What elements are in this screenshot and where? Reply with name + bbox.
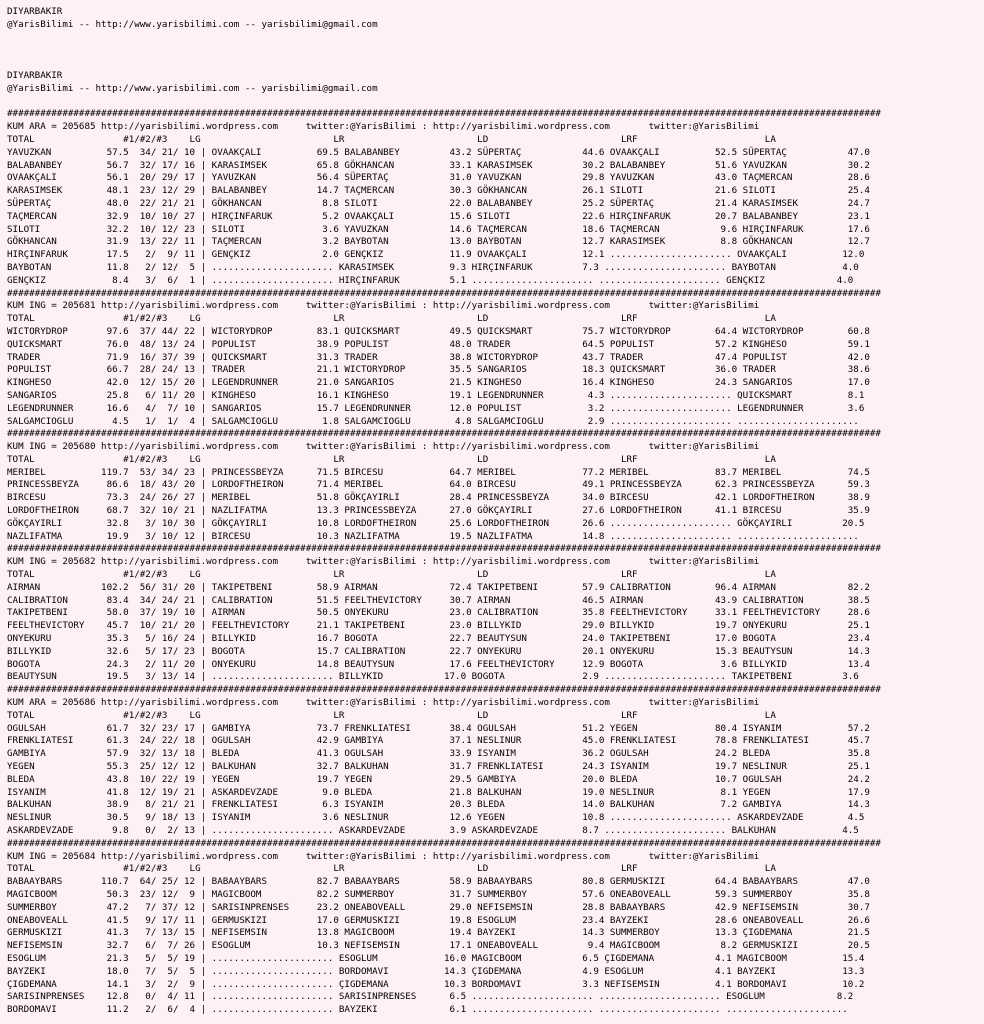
horse-stats-row: BAYZEKI 18.0 7/ 5/ 5 | ...................... BORDOMAVI 14.3 ÇIGDEMANA 4.9 ESOGLUM 4.1 BAYZEKI 13.3 xyxy=(7,965,865,977)
horse-stats-row: BILLYKID 32.6 5/ 17/ 23 | BOGOTA 15.7 CALIBRATION 22.7 ONYEKURU 20.1 ONYEKURU 15.3 BEAUTYSUN 14.3 xyxy=(7,645,870,657)
horse-stats-row: TRADER 71.9 16/ 37/ 39 | QUICKSMART 31.3 TRADER 38.8 WICTORYDROP 43.7 TRADER 47.4 POPULIST 42.0 xyxy=(7,351,870,363)
horse-stats-row: MAGICBOOM 50.3 23/ 12/ 9 | MAGICBOOM 82.2 SUMMERBOY 31.7 SUMMERBOY 57.6 ONEABOVEALL 59.3 SUMMERBOY 35.8 xyxy=(7,888,870,900)
column-header: TOTAL #1/#2/#3 LG LR LD LRF LA xyxy=(7,709,776,721)
column-header: TOTAL #1/#2/#3 LG LR LD LRF LA xyxy=(7,133,776,145)
column-header: TOTAL #1/#2/#3 LG LR LD LRF LA xyxy=(7,313,776,325)
horse-stats-row: SÜPERTAÇ 48.0 22/ 21/ 21 | GÖKHANCAN 8.8 SILOTI 22.0 BALABANBEY 25.2 SÜPERTAÇ 21.4 KARASIMSEK 24.7 xyxy=(7,197,870,209)
section-divider: ############################################################################################################################################################## xyxy=(7,287,881,299)
horse-stats-row: SILOTI 32.2 10/ 12/ 23 | SILOTI 3.6 YAVUZKAN 14.6 TAÇMERCAN 18.6 TAÇMERCAN 9.6 HIRÇINFARUK 17.6 xyxy=(7,223,870,235)
horse-stats-row: ASKARDEVZADE 9.8 0/ 2/ 13 | ...................... ASKARDEVZADE 3.9 ASKARDEVZADE 8.7 ...................... BALKUHAN 4.5 xyxy=(7,825,859,836)
section-divider: ############################################################################################################################################################## xyxy=(7,428,881,440)
horse-stats-row: FEELTHEVICTORY 45.7 10/ 21/ 20 | FEELTHEVICTORY 21.1 TAKIPETBENI 23.0 BILLYKID 29.0 BILLYKID 19.7 ONYEKURU 25.1 xyxy=(7,620,870,632)
horse-stats-row: PRINCESSBEYZA 86.6 18/ 43/ 20 | LORDOFTHEIRON 71.4 MERIBEL 64.0 BIRCESU 49.1 PRINCESSBEYZA 62.3 PRINCESSBEYZA 59.3 xyxy=(7,479,870,491)
horse-stats-row: ÇIGDEMANA 14.1 3/ 2/ 9 | ...................... ÇIGDEMANA 10.3 BORDOMAVI 3.3 NEFISEMSIN 4.1 BORDOMAVI 10.2 xyxy=(7,978,865,990)
horse-stats-row: KARASIMSEK 48.1 23/ 12/ 29 | BALABANBEY 14.7 TAÇMERCAN 30.3 GÖKHANCAN 26.1 SILOTI 21.6 SILOTI 25.4 xyxy=(7,185,870,197)
source-credit: @YarisBilimi -- http://www.yarisbilimi.com -- yarisbilimi@gmail.com xyxy=(7,18,378,30)
horse-stats-row: AIRMAN 102.2 56/ 31/ 20 | TAKIPETBENI 58.9 AIRMAN 72.4 TAKIPETBENI 57.9 CALIBRATION 96.4 AIRMAN 82.2 xyxy=(7,581,870,593)
horse-stats-row: BEAUTYSUN 19.5 3/ 13/ 14 | ...................... BILLYKID 17.0 BOGOTA 2.9 ...................... TAKIPETBENI 3.6 xyxy=(7,671,859,683)
race-header: KUM ARA = 205685 http://yarisbilimi.wordpress.com twitter:@YarisBilimi : http://yarisbilimi.wordpress.com twitter:@YarisBilimi xyxy=(7,121,760,133)
horse-stats-row: BLEDA 43.8 10/ 22/ 19 | YEGEN 19.7 YEGEN 29.5 GAMBIYA 20.0 BLEDA 10.7 OGULSAH 24.2 xyxy=(7,773,870,785)
horse-stats-row: GERMUSKIZI 41.3 7/ 13/ 15 | NEFISEMSIN 13.8 MAGICBOOM 19.4 BAYZEKI 14.3 SUMMERBOY 13.3 ÇIGDEMANA 21.5 xyxy=(7,927,870,939)
section-divider: ############################################################################################################################################################## xyxy=(7,543,881,555)
horse-stats-row: LORDOFTHEIRON 68.7 32/ 10/ 21 | NAZLIFATMA 13.3 PRINCESSBEYZA 27.0 GÖKÇAYIRLI 27.6 LORDOFTHEIRON 41.1 BIRCESU 35.9 xyxy=(7,505,870,517)
horse-stats-row: ONEABOVEALL 41.5 9/ 17/ 11 | GERMUSKIZI 17.0 GERMUSKIZI 19.8 ESOGLUM 23.4 BAYZEKI 28.6 ONEABOVEALL 26.6 xyxy=(7,914,870,926)
horse-stats-row: BOGOTA 24.3 2/ 11/ 20 | ONYEKURU 14.8 BEAUTYSUN 17.6 FEELTHEVICTORY 12.9 BOGOTA 3.6 BILLYKID 13.4 xyxy=(7,658,870,670)
blank-line xyxy=(7,44,984,57)
race-header: KUM ARA = 205686 http://yarisbilimi.wordpress.com twitter:@YarisBilimi : http://yarisbilimi.wordpress.com twitter:@YarisBilimi xyxy=(7,697,760,709)
horse-stats-row: SALGAMCIOGLU 4.5 1/ 1/ 4 | SALGAMCIOGLU 1.8 SALGAMCIOGLU 4.8 SALGAMCIOGLU 2.9 ...................... ...................... xyxy=(7,415,859,427)
horse-stats-row: GÖKHANCAN 31.9 13/ 22/ 11 | TAÇMERCAN 3.2 BAYBOTAN 13.0 BAYBOTAN 12.7 KARASIMSEK 8.8 GÖKHANCAN 12.7 xyxy=(7,236,870,248)
blank-line xyxy=(7,32,984,45)
horse-stats-row: OVAAKÇALI 56.1 20/ 29/ 17 | YAVUZKAN 56.4 SÜPERTAÇ 31.0 YAVUZKAN 29.8 YAVUZKAN 43.0 TAÇMERCAN 28.6 xyxy=(7,172,870,184)
horse-stats-row: QUICKSMART 76.0 48/ 13/ 24 | POPULIST 38.9 POPULIST 48.0 TRADER 64.5 POPULIST 57.2 KINGHESO 59.1 xyxy=(7,338,870,350)
horse-stats-row: CALIBRATION 83.4 34/ 24/ 21 | CALIBRATION 51.5 FEELTHEVICTORY 30.7 AIRMAN 46.5 AIRMAN 43.9 CALIBRATION 38.5 xyxy=(7,594,870,606)
horse-stats-row: GÖKÇAYIRLI 32.8 3/ 10/ 30 | GÖKÇAYIRLI 10.8 LORDOFTHEIRON 25.6 LORDOFTHEIRON 26.6 ...................... GÖKÇAYIRLI 20.5 xyxy=(7,517,865,529)
section-divider: ############################################################################################################################################################## xyxy=(7,108,881,120)
horse-stats-row: BALKUHAN 38.9 8/ 21/ 21 | FRENKLIATESI 6.3 ISYANIM 20.3 BLEDA 14.0 BALKUHAN 7.2 GAMBIYA 14.3 xyxy=(7,799,870,811)
horse-stats-row: TAÇMERCAN 32.9 10/ 10/ 27 | HIRÇINFARUK 5.2 OVAAKÇALI 15.6 SILOTI 22.6 HIRÇINFARUK 20.7 BALABANBEY 23.1 xyxy=(7,210,870,222)
race-header: KUM ING = 205682 http://yarisbilimi.wordpress.com twitter:@YarisBilimi : http://yarisbilimi.wordpress.com twitter:@YarisBilimi xyxy=(7,556,760,568)
horse-stats-row: WICTORYDROP 97.6 37/ 44/ 22 | WICTORYDROP 83.1 QUICKSMART 49.5 QUICKSMART 75.7 WICTORYDROP 64.4 WICTORYDROP 60.8 xyxy=(7,325,870,337)
horse-stats-row: ISYANIM 41.8 12/ 19/ 21 | ASKARDEVZADE 9.0 BLEDA 21.8 BALKUHAN 19.0 NESLINUR 8.1 YEGEN 17.9 xyxy=(7,786,870,798)
horse-stats-row: KINGHESO 42.0 12/ 15/ 20 | LEGENDRUNNER 21.0 SANGARIOS 21.5 KINGHESO 16.4 KINGHESO 24.3 SANGARIOS 17.0 xyxy=(7,377,870,389)
horse-stats-row: BORDOMAVI 11.2 2/ 6/ 4 | ...................... BAYZEKI 6.1 ...................... ...................... ...................... xyxy=(7,1004,848,1016)
horse-stats-row: GENÇKIZ 8.4 3/ 6/ 1 | ...................... HIRÇINFARUK 5.1 ...................... ...................... GENÇKIZ 4.0 xyxy=(7,274,854,286)
horse-stats-row: FRENKLIATESI 61.3 24/ 22/ 18 | OGULSAH 42.9 GAMBIYA 37.1 NESLINUR 45.0 FRENKLIATESI 78.8 FRENKLIATESI 45.7 xyxy=(7,735,870,747)
horse-stats-row: LEGENDRUNNER 16.6 4/ 7/ 10 | SANGARIOS 15.7 LEGENDRUNNER 12.0 POPULIST 3.2 ...................... LEGENDRUNNER 3.6 xyxy=(7,402,865,414)
column-header: TOTAL #1/#2/#3 LG LR LD LRF LA xyxy=(7,863,776,875)
horse-stats-row: NESLINUR 30.5 9/ 18/ 13 | ISYANIM 3.6 NESLINUR 12.6 YEGEN 10.8 ...................... ASKARDEVZADE 4.5 xyxy=(7,812,865,824)
horse-stats-row: ESOGLUM 21.3 5/ 5/ 19 | ...................... ESOGLUM 16.0 MAGICBOOM 6.5 ÇIGDEMANA 4.1 MAGICBOOM 15.4 xyxy=(7,952,865,964)
race-header: KUM ING = 205684 http://yarisbilimi.wordpress.com twitter:@YarisBilimi : http://yarisbilimi.wordpress.com twitter:@YarisBilimi xyxy=(7,850,760,862)
horse-stats-row: POPULIST 66.7 28/ 24/ 13 | TRADER 21.1 WICTORYDROP 35.5 SANGARIOS 18.3 QUICKSMART 36.0 TRADER 38.6 xyxy=(7,364,870,376)
column-header: TOTAL #1/#2/#3 LG LR LD LRF LA xyxy=(7,453,776,465)
horse-stats-row: YAVUZKAN 57.5 34/ 21/ 10 | OVAAKÇALI 69.5 BALABANBEY 43.2 SÜPERTAÇ 44.6 OVAAKÇALI 52.5 SÜPERTAÇ 47.0 xyxy=(7,146,870,158)
horse-stats-row: MERIBEL 119.7 53/ 34/ 23 | PRINCESSBEYZA 71.5 BIRCESU 64.7 MERIBEL 77.2 MERIBEL 83.7 MERIBEL 74.5 xyxy=(7,466,870,478)
horse-stats-row: BALABANBEY 56.7 32/ 17/ 16 | KARASIMSEK 65.8 GÖKHANCAN 33.1 KARASIMSEK 30.2 BALABANBEY 51.6 YAVUZKAN 30.2 xyxy=(7,159,870,171)
section-divider: ############################################################################################################################################################## xyxy=(7,684,881,696)
venue-title: DIYARBAKIR xyxy=(7,6,63,17)
horse-stats-row: BAYBOTAN 11.8 2/ 12/ 5 | ...................... KARASIMSEK 9.3 HIRÇINFARUK 7.3 ...................... BAYBOTAN 4.0 xyxy=(7,261,859,273)
blank-line xyxy=(7,57,984,70)
blank-line xyxy=(7,96,984,109)
horse-stats-row: OGULSAH 61.7 32/ 23/ 17 | GAMBIYA 73.7 FRENKLIATESI 38.4 OGULSAH 51.2 YEGEN 80.4 ISYANIM 57.2 xyxy=(7,722,870,734)
column-header: TOTAL #1/#2/#3 LG LR LD LRF LA xyxy=(7,569,776,581)
horse-stats-row: SUMMERBOY 47.2 7/ 37/ 12 | SARISINPRENSES 23.2 ONEABOVEALL 29.0 NEFISEMSIN 28.8 BABAAYBARS 42.9 NEFISEMSIN 30.7 xyxy=(7,901,870,913)
horse-stats-row: HIRÇINFARUK 17.5 2/ 9/ 11 | GENÇKIZ 2.0 GENÇKIZ 11.9 OVAAKÇALI 12.1 ...................... OVAAKÇALI 12.0 xyxy=(7,249,865,261)
horse-stats-row: GAMBIYA 57.9 32/ 13/ 18 | BLEDA 41.3 OGULSAH 33.9 ISYANIM 36.2 OGULSAH 24.2 BLEDA 35.8 xyxy=(7,748,870,760)
source-credit: @YarisBilimi -- http://www.yarisbilimi.com -- yarisbilimi@gmail.com xyxy=(7,82,378,94)
horse-stats-row: SARISINPRENSES 12.8 0/ 4/ 11 | ...................... SARISINPRENSES 6.5 ...................... ...................... ESOGLUM 8.2 xyxy=(7,991,854,1003)
horse-stats-row: YEGEN 55.3 25/ 12/ 12 | BALKUHAN 32.7 BALKUHAN 31.7 FRENKLIATESI 24.3 ISYANIM 19.7 NESLINUR 25.1 xyxy=(7,761,870,773)
horse-stats-row: TAKIPETBENI 58.0 37/ 19/ 10 | AIRMAN 50.5 ONYEKURU 23.0 CALIBRATION 35.8 FEELTHEVICTORY 33.1 FEELTHEVICTORY 28.6 xyxy=(7,607,870,619)
horse-stats-row: SANGARIOS 25.8 6/ 11/ 20 | KINGHESO 16.1 KINGHESO 19.1 LEGENDRUNNER 4.3 ...................... QUICKSMART 8.1 xyxy=(7,389,865,401)
horse-stats-row: BABAAYBARS 110.7 64/ 25/ 12 | BABAAYBARS 82.7 BABAAYBARS 58.9 BABAAYBARS 80.8 GERMUSKIZI 64.4 BABAAYBARS 47.0 xyxy=(7,876,870,888)
race-header: KUM ING = 205681 http://yarisbilimi.wordpress.com twitter:@YarisBilimi : http://yarisbilimi.wordpress.com twitter:@YarisBilimi xyxy=(7,300,760,312)
horse-stats-row: NAZLIFATMA 19.9 3/ 10/ 12 | BIRCESU 10.3 NAZLIFATMA 19.5 NAZLIFATMA 14.8 ...................... ...................... xyxy=(7,530,859,542)
venue-title: DIYARBAKIR xyxy=(7,69,63,81)
horse-stats-row: ONYEKURU 35.3 5/ 16/ 24 | BILLYKID 16.7 BOGOTA 22.7 BEAUTYSUN 24.0 TAKIPETBENI 17.0 BOGOTA 23.4 xyxy=(7,633,870,645)
horse-stats-row: BIRCESU 73.3 24/ 26/ 27 | MERIBEL 51.8 GÖKÇAYIRLI 28.4 PRINCESSBEYZA 34.0 BIRCESU 42.1 LORDOFTHEIRON 38.9 xyxy=(7,492,870,504)
race-header: KUM ING = 205680 http://yarisbilimi.wordpress.com twitter:@YarisBilimi : http://yarisbilimi.wordpress.com twitter:@YarisBilimi xyxy=(7,441,760,453)
section-divider: ############################################################################################################################################################## xyxy=(7,837,881,849)
horse-stats-row: NEFISEMSIN 32.7 6/ 7/ 26 | ESOGLUM 10.3 NEFISEMSIN 17.1 ONEABOVEALL 9.4 MAGICBOOM 8.2 GERMUSKIZI 20.5 xyxy=(7,940,870,952)
